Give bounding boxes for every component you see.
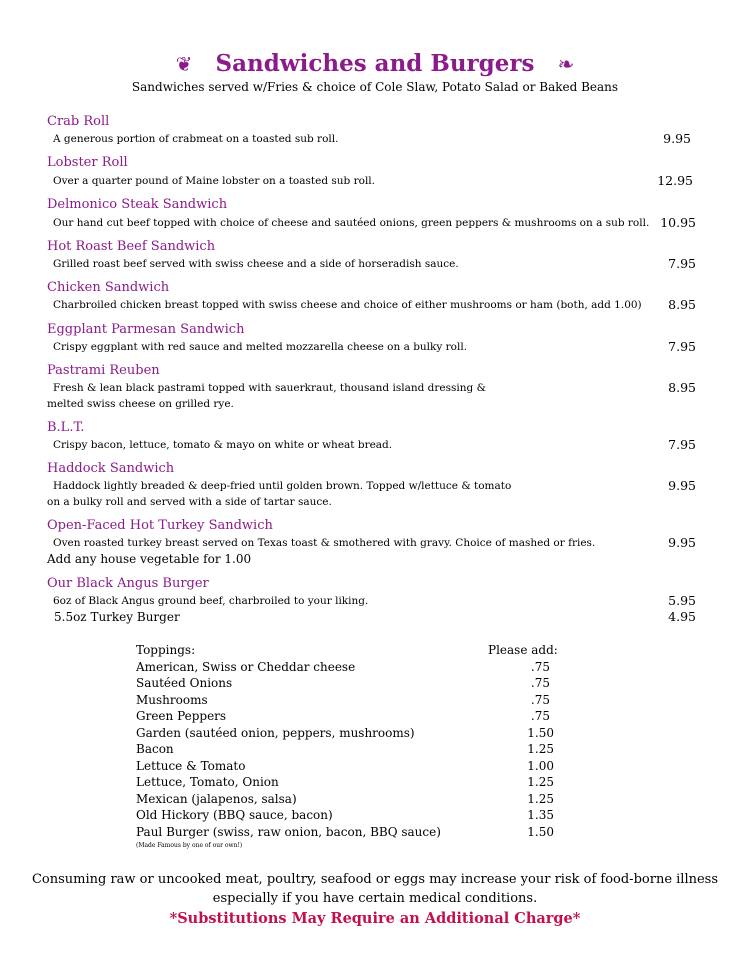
topping-price: .75 <box>530 709 550 723</box>
item-price: 9.95 <box>668 478 696 493</box>
item-price: 7.95 <box>668 256 696 271</box>
topping-name: American, Swiss or Cheddar cheese <box>136 660 356 674</box>
health-warning-line1: Consuming raw or uncooked meat, poultry, seafood or eggs may increase your risk of food-borne illness <box>31 872 719 887</box>
item-description-cont: on a bulky roll and served with a side of tartar sauce. <box>47 496 332 508</box>
item-name: B.L.T. <box>47 420 85 435</box>
topping-name: Sautéed Onions <box>136 676 233 690</box>
header <box>0 50 750 77</box>
item-name: Hot Roast Beef Sandwich <box>47 239 216 254</box>
topping-name: Green Peppers <box>136 709 227 723</box>
topping-name: Bacon <box>136 742 174 756</box>
item-price: 5.95 <box>668 593 696 608</box>
item-description: Charbroiled chicken breast topped with swiss cheese and choice of either mushrooms or ham (both, add 1.00) <box>53 299 642 311</box>
topping-price: .75 <box>530 660 550 674</box>
topping-name: Old Hickory (BBQ sauce, bacon) <box>136 808 333 822</box>
item-description: Haddock lightly breaded & deep-fried until golden brown. Topped w/lettuce & tomato <box>53 480 512 492</box>
topping-price: 1.50 <box>527 825 554 839</box>
turkey-burger-price: 4.95 <box>668 609 696 624</box>
item-price: 7.95 <box>668 437 696 452</box>
topping-name: Lettuce & Tomato <box>136 759 246 773</box>
item-price: 7.95 <box>668 339 696 354</box>
item-price: 9.95 <box>668 535 696 550</box>
topping-name: Mushrooms <box>136 693 208 707</box>
page-title: Sandwiches and Burgers <box>215 50 535 77</box>
item-addon-note: Add any house vegetable for 1.00 <box>47 552 252 566</box>
topping-price: 1.00 <box>527 759 554 773</box>
item-price: 8.95 <box>668 297 696 312</box>
scroll-ornament-right-icon: ❧ <box>557 51 575 76</box>
turkey-burger-label: 5.5oz Turkey Burger <box>54 610 180 624</box>
topping-footnote: (Made Famous by one of our own!) <box>136 842 243 849</box>
topping-price: .75 <box>530 676 550 690</box>
topping-price: 1.25 <box>527 792 554 806</box>
topping-name: Paul Burger (swiss, raw onion, bacon, BBQ sauce) <box>136 825 441 839</box>
item-description: A generous portion of crabmeat on a toasted sub roll. <box>53 133 339 145</box>
page-subtitle: Sandwiches served w/Fries & choice of Cole Slaw, Potato Salad or Baked Beans <box>131 80 619 94</box>
item-name: Open-Faced Hot Turkey Sandwich <box>47 518 273 533</box>
toppings-header: Toppings: <box>136 643 196 657</box>
item-description: 6oz of Black Angus ground beef, charbroiled to your liking. <box>53 595 369 607</box>
item-name: Our Black Angus Burger <box>47 576 209 591</box>
topping-name: Mexican (jalapenos, salsa) <box>136 792 297 806</box>
item-description-cont: melted swiss cheese on grilled rye. <box>47 398 234 410</box>
item-description: Our hand cut beef topped with choice of cheese and sautéed onions, green peppers & mushrooms on a sub roll. <box>53 217 650 229</box>
item-price: 12.95 <box>657 173 693 188</box>
item-price: 9.95 <box>663 131 691 146</box>
topping-price: 1.25 <box>527 742 554 756</box>
scroll-ornament-left-icon: ❦ <box>175 51 193 76</box>
topping-price: .75 <box>530 693 550 707</box>
item-name: Chicken Sandwich <box>47 280 170 295</box>
item-description: Oven roasted turkey breast served on Texas toast & smothered with gravy. Choice of mashed or fries. <box>53 537 596 549</box>
topping-price: 1.50 <box>527 726 554 740</box>
item-name: Lobster Roll <box>47 155 128 170</box>
item-price: 10.95 <box>660 215 696 230</box>
item-name: Pastrami Reuben <box>47 363 160 378</box>
item-description: Grilled roast beef served with swiss cheese and a side of horseradish sauce. <box>53 258 459 270</box>
topping-name: Garden (sautéed onion, peppers, mushrooms) <box>136 726 415 740</box>
substitution-note: *Substitutions May Require an Additional Charge* <box>169 910 581 927</box>
topping-price: 1.25 <box>527 775 554 789</box>
item-name: Haddock Sandwich <box>47 461 175 476</box>
item-description: Over a quarter pound of Maine lobster on a toasted sub roll. <box>53 175 376 187</box>
topping-name: Lettuce, Tomato, Onion <box>136 775 279 789</box>
item-name: Eggplant Parmesan Sandwich <box>47 322 245 337</box>
item-description: Crispy bacon, lettuce, tomato & mayo on white or wheat bread. <box>53 439 393 451</box>
health-warning-line2: especially if you have certain medical conditions. <box>212 891 538 906</box>
item-name: Crab Roll <box>47 114 110 129</box>
item-description: Crispy eggplant with red sauce and melted mozzarella cheese on a bulky roll. <box>53 341 468 353</box>
item-price: 8.95 <box>668 380 696 395</box>
item-name: Delmonico Steak Sandwich <box>47 197 228 212</box>
topping-price: 1.35 <box>527 808 554 822</box>
item-description: Fresh & lean black pastrami topped with sauerkraut, thousand island dressing & <box>53 382 486 394</box>
toppings-price-header: Please add: <box>488 643 558 657</box>
